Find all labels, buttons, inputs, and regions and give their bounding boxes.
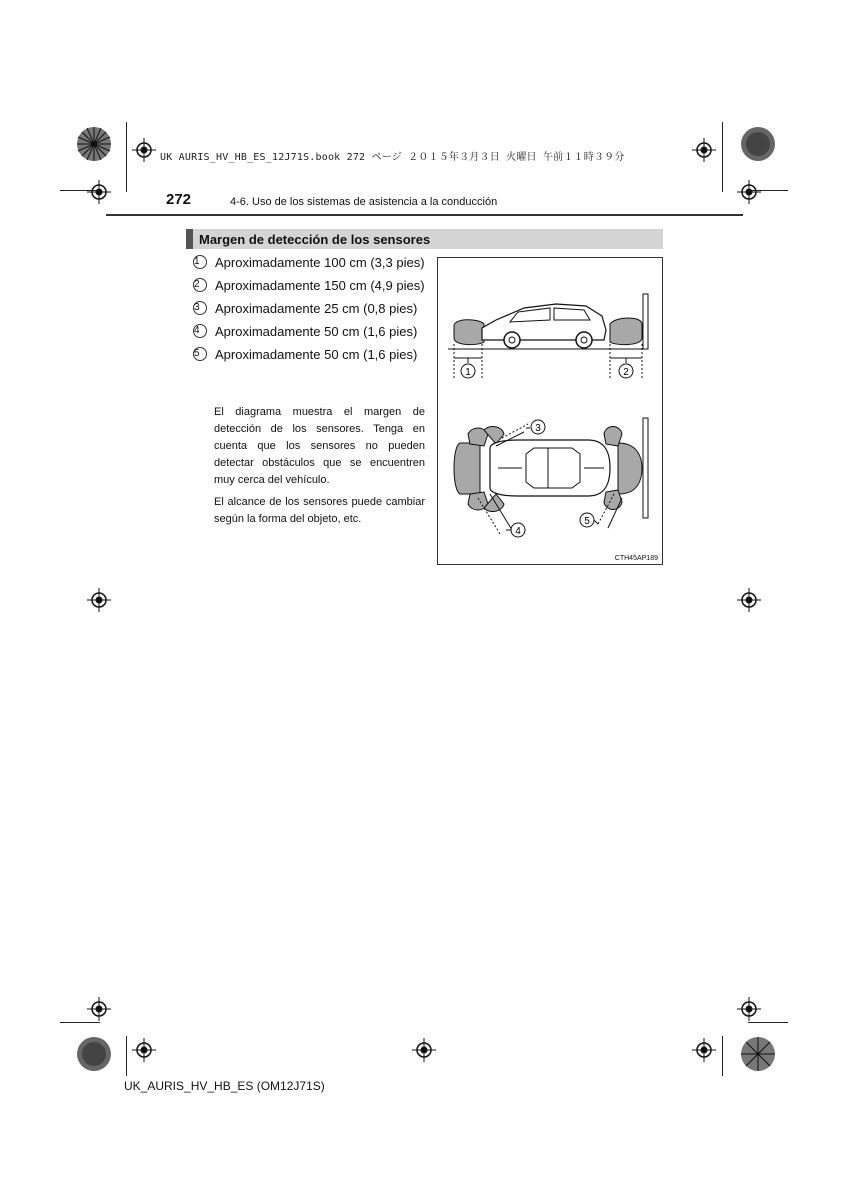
header-rule xyxy=(106,214,743,216)
callout-marker xyxy=(580,513,598,527)
item-text: Aproximadamente 50 cm (1,6 pies) xyxy=(215,347,418,362)
registration-mark-icon xyxy=(412,1038,436,1062)
crop-mark xyxy=(126,122,127,192)
list-item xyxy=(193,276,425,295)
crop-mark xyxy=(60,1022,100,1023)
callout-marker xyxy=(461,358,475,378)
registration-mark-icon xyxy=(737,180,761,204)
registration-mark-icon xyxy=(737,588,761,612)
print-header: UK AURIS_HV_HB_ES_12J71S.book 272 ページ ２０１５年３月３日 火曜日 午前１１時３９分 xyxy=(160,152,625,163)
sensor-diagram xyxy=(438,258,662,564)
callout-marker xyxy=(526,420,545,434)
registration-mark-icon xyxy=(132,1038,156,1062)
color-dial-icon xyxy=(76,1036,112,1072)
item-text: Aproximadamente 150 cm (4,9 pies) xyxy=(215,278,425,293)
body-paragraph: El alcance de los sensores puede cambiar según la forma del objeto, etc. xyxy=(214,496,425,525)
registration-mark-icon xyxy=(692,138,716,162)
item-number: 2 xyxy=(193,278,207,292)
item-text: Aproximadamente 25 cm (0,8 pies) xyxy=(215,301,418,316)
registration-mark-icon xyxy=(692,1038,716,1062)
section-title: Margen de detección de los sensores xyxy=(199,232,431,247)
registration-mark-icon xyxy=(87,588,111,612)
footer-doc-id: UK_AURIS_HV_HB_ES (OM12J71S) xyxy=(124,1079,325,1093)
breadcrumb: 4-6. Uso de los sistemas de asistencia a la conducción xyxy=(230,196,498,208)
side-view xyxy=(448,294,648,378)
callout-label: 2 xyxy=(623,367,629,378)
list-item xyxy=(193,345,425,364)
section-header xyxy=(186,229,663,249)
callout-label: 5 xyxy=(584,516,590,527)
item-number: 3 xyxy=(193,301,207,315)
crop-mark xyxy=(722,122,723,192)
item-text: Aproximadamente 100 cm (3,3 pies) xyxy=(215,255,425,270)
figure-code: CTH45AP189 xyxy=(614,555,658,562)
callout-label: 3 xyxy=(535,423,541,434)
crop-mark xyxy=(126,1036,127,1076)
registration-mark-icon xyxy=(87,997,111,1021)
sensor-range-figure xyxy=(437,257,663,565)
registration-mark-icon xyxy=(737,997,761,1021)
color-dial-icon xyxy=(740,126,776,162)
callout-label: 4 xyxy=(515,526,521,537)
body-paragraph: El diagrama muestra el margen de detección de los sensores. Tenga en cuenta que los sensores no pueden detectar obstáculos que se encuentren muy cerca del vehículo. xyxy=(214,406,425,486)
color-dial-icon xyxy=(740,1036,776,1072)
item-text: Aproximadamente 50 cm (1,6 pies) xyxy=(215,324,418,339)
crop-mark xyxy=(722,1036,723,1076)
registration-mark-icon xyxy=(132,138,156,162)
item-number: 1 xyxy=(193,255,207,269)
page-number: 272 xyxy=(166,191,192,208)
list-item xyxy=(193,253,425,272)
callout-label: 1 xyxy=(465,367,471,378)
color-dial-icon xyxy=(76,126,112,162)
range-list xyxy=(193,253,425,368)
crop-mark xyxy=(748,1022,788,1023)
callout-marker xyxy=(619,358,633,378)
top-view xyxy=(454,418,648,534)
registration-mark-icon xyxy=(87,180,111,204)
list-item xyxy=(193,299,425,318)
item-number: 5 xyxy=(193,347,207,361)
list-item xyxy=(193,322,425,341)
item-number: 4 xyxy=(193,324,207,338)
